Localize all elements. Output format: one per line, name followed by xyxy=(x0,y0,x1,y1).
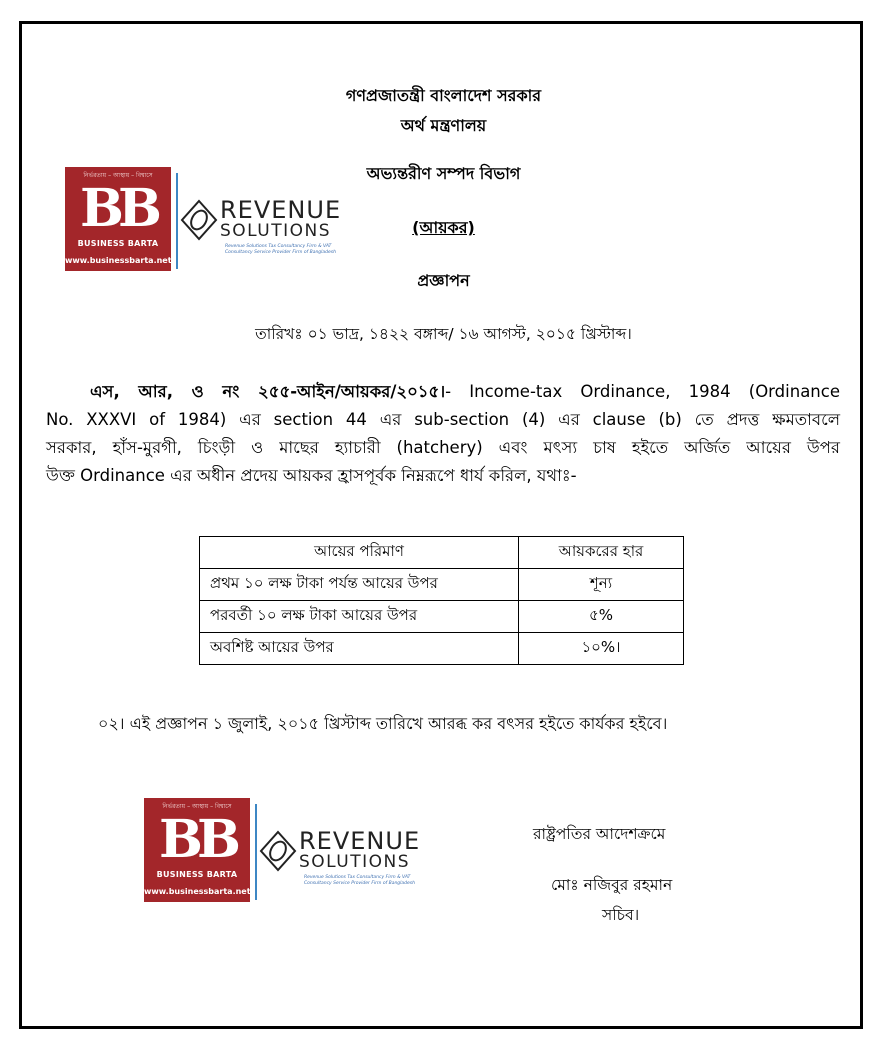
logo-divider xyxy=(255,804,257,900)
paragraph-line-1 xyxy=(46,378,840,406)
department-title: (আয়কর) xyxy=(412,218,475,237)
solutions-text: SOLUTIONS xyxy=(299,852,411,872)
date-line: তারিখঃ ০১ ভাদ্র, ১৪২২ বঙ্গাব্দ/ ১৬ আগস্ট, ২০১৫ খ্রিস্টাব্দ। xyxy=(255,325,632,343)
table-cell-rate: শূন্য xyxy=(519,569,684,601)
logo-tagline: নির্ভরতায় – আস্থায় – বিশ্বাসে xyxy=(162,803,232,810)
table-cell-income: প্রথম ১০ লক্ষ টাকা পর্যন্ত আয়ের উপর xyxy=(200,569,519,601)
logo-url: www.businessbarta.net xyxy=(65,256,172,265)
table-cell-income: পরবর্তী ১০ লক্ষ টাকা আয়ের উপর xyxy=(200,601,519,633)
sro-number: এস, আর, ও নং ২৫৫-আইন/আয়কর/২০১৫। xyxy=(90,382,446,401)
logo-monogram: BB xyxy=(80,178,156,239)
revenue-solutions-emblem-icon xyxy=(259,830,297,872)
paragraph-line-4: উক্ত Ordinance এর অধীন প্রদেয় আয়কর হ্রাসপূর্বক নিম্নরূপে ধার্য করিল, যথাঃ- xyxy=(46,466,577,485)
ministry-title: অর্থ মন্ত্রণালয় xyxy=(400,116,487,135)
signature-order: রাষ্ট্রপতির আদেশক্রমে xyxy=(533,825,666,843)
signatory-title: সচিব। xyxy=(602,906,640,924)
effective-date-clause: ০২। এই প্রজ্ঞাপন ১ জুলাই, ২০১৫ খ্রিস্টাব্দ তারিখে আরব্ধ কর বৎসর হইতে কার্যকর হইবে। xyxy=(98,714,668,733)
table-row xyxy=(200,601,684,633)
logo-brand-name: BUSINESS BARTA xyxy=(156,870,238,879)
logo-fine-print: Revenue Solutions Tax Consultancy Firm & VAT Consultancy Service Provider Firm of Bangladesh xyxy=(304,875,415,886)
revenue-text: REVENUE xyxy=(220,196,342,224)
paragraph-line-2: No. XXXVI of 1984) এর section 44 এর sub-section (4) এর clause (b) তে প্রদত্ত ক্ষমতাবলে xyxy=(46,410,840,429)
table-header-income: আয়ের পরিমাণ xyxy=(200,537,519,569)
logo-url: www.businessbarta.net xyxy=(144,887,251,896)
main-paragraph xyxy=(46,378,840,490)
table-header-rate: আয়করের হার xyxy=(519,537,684,569)
logo-brand-name: BUSINESS BARTA xyxy=(77,239,159,248)
paragraph-line-1-rest: - Income-tax Ordinance, 1984 (Ordinance xyxy=(445,382,840,401)
division-title: অভ্যন্তরীণ সম্পদ বিভাগ xyxy=(366,164,521,183)
logo-monogram: BB xyxy=(159,809,235,870)
notification-title: প্রজ্ঞাপন xyxy=(417,271,470,290)
logo-tagline: নির্ভরতায় – আস্থায় – বিশ্বাসে xyxy=(83,172,153,179)
govt-title: গণপ্রজাতন্ত্রী বাংলাদেশ সরকার xyxy=(345,86,542,105)
business-barta-logo xyxy=(144,798,250,902)
table-header-row xyxy=(200,537,684,569)
revenue-solutions-emblem-icon xyxy=(180,199,218,241)
table-cell-income: অবশিষ্ট আয়ের উপর xyxy=(200,633,519,665)
table-cell-rate: ১০%। xyxy=(519,633,684,665)
table-cell-rate: ৫% xyxy=(519,601,684,633)
solutions-text: SOLUTIONS xyxy=(220,221,332,241)
paragraph-line-3: সরকার, হাঁস-মুরগী, চিংড়ী ও মাছের হ্যাচারী (hatchery) এবং মৎস্য চাষ হইতে অর্জিত আয়ের উপর xyxy=(46,438,840,457)
signatory-name: মোঃ নজিবুর রহমান xyxy=(551,876,673,894)
table-row xyxy=(200,569,684,601)
logo-divider xyxy=(176,173,178,269)
business-barta-logo xyxy=(65,167,171,271)
table-row xyxy=(200,633,684,665)
tax-rate-table xyxy=(199,536,684,665)
revenue-text: REVENUE xyxy=(299,827,421,855)
logo-fine-print: Revenue Solutions Tax Consultancy Firm & VAT Consultancy Service Provider Firm of Bangladesh xyxy=(225,244,336,255)
